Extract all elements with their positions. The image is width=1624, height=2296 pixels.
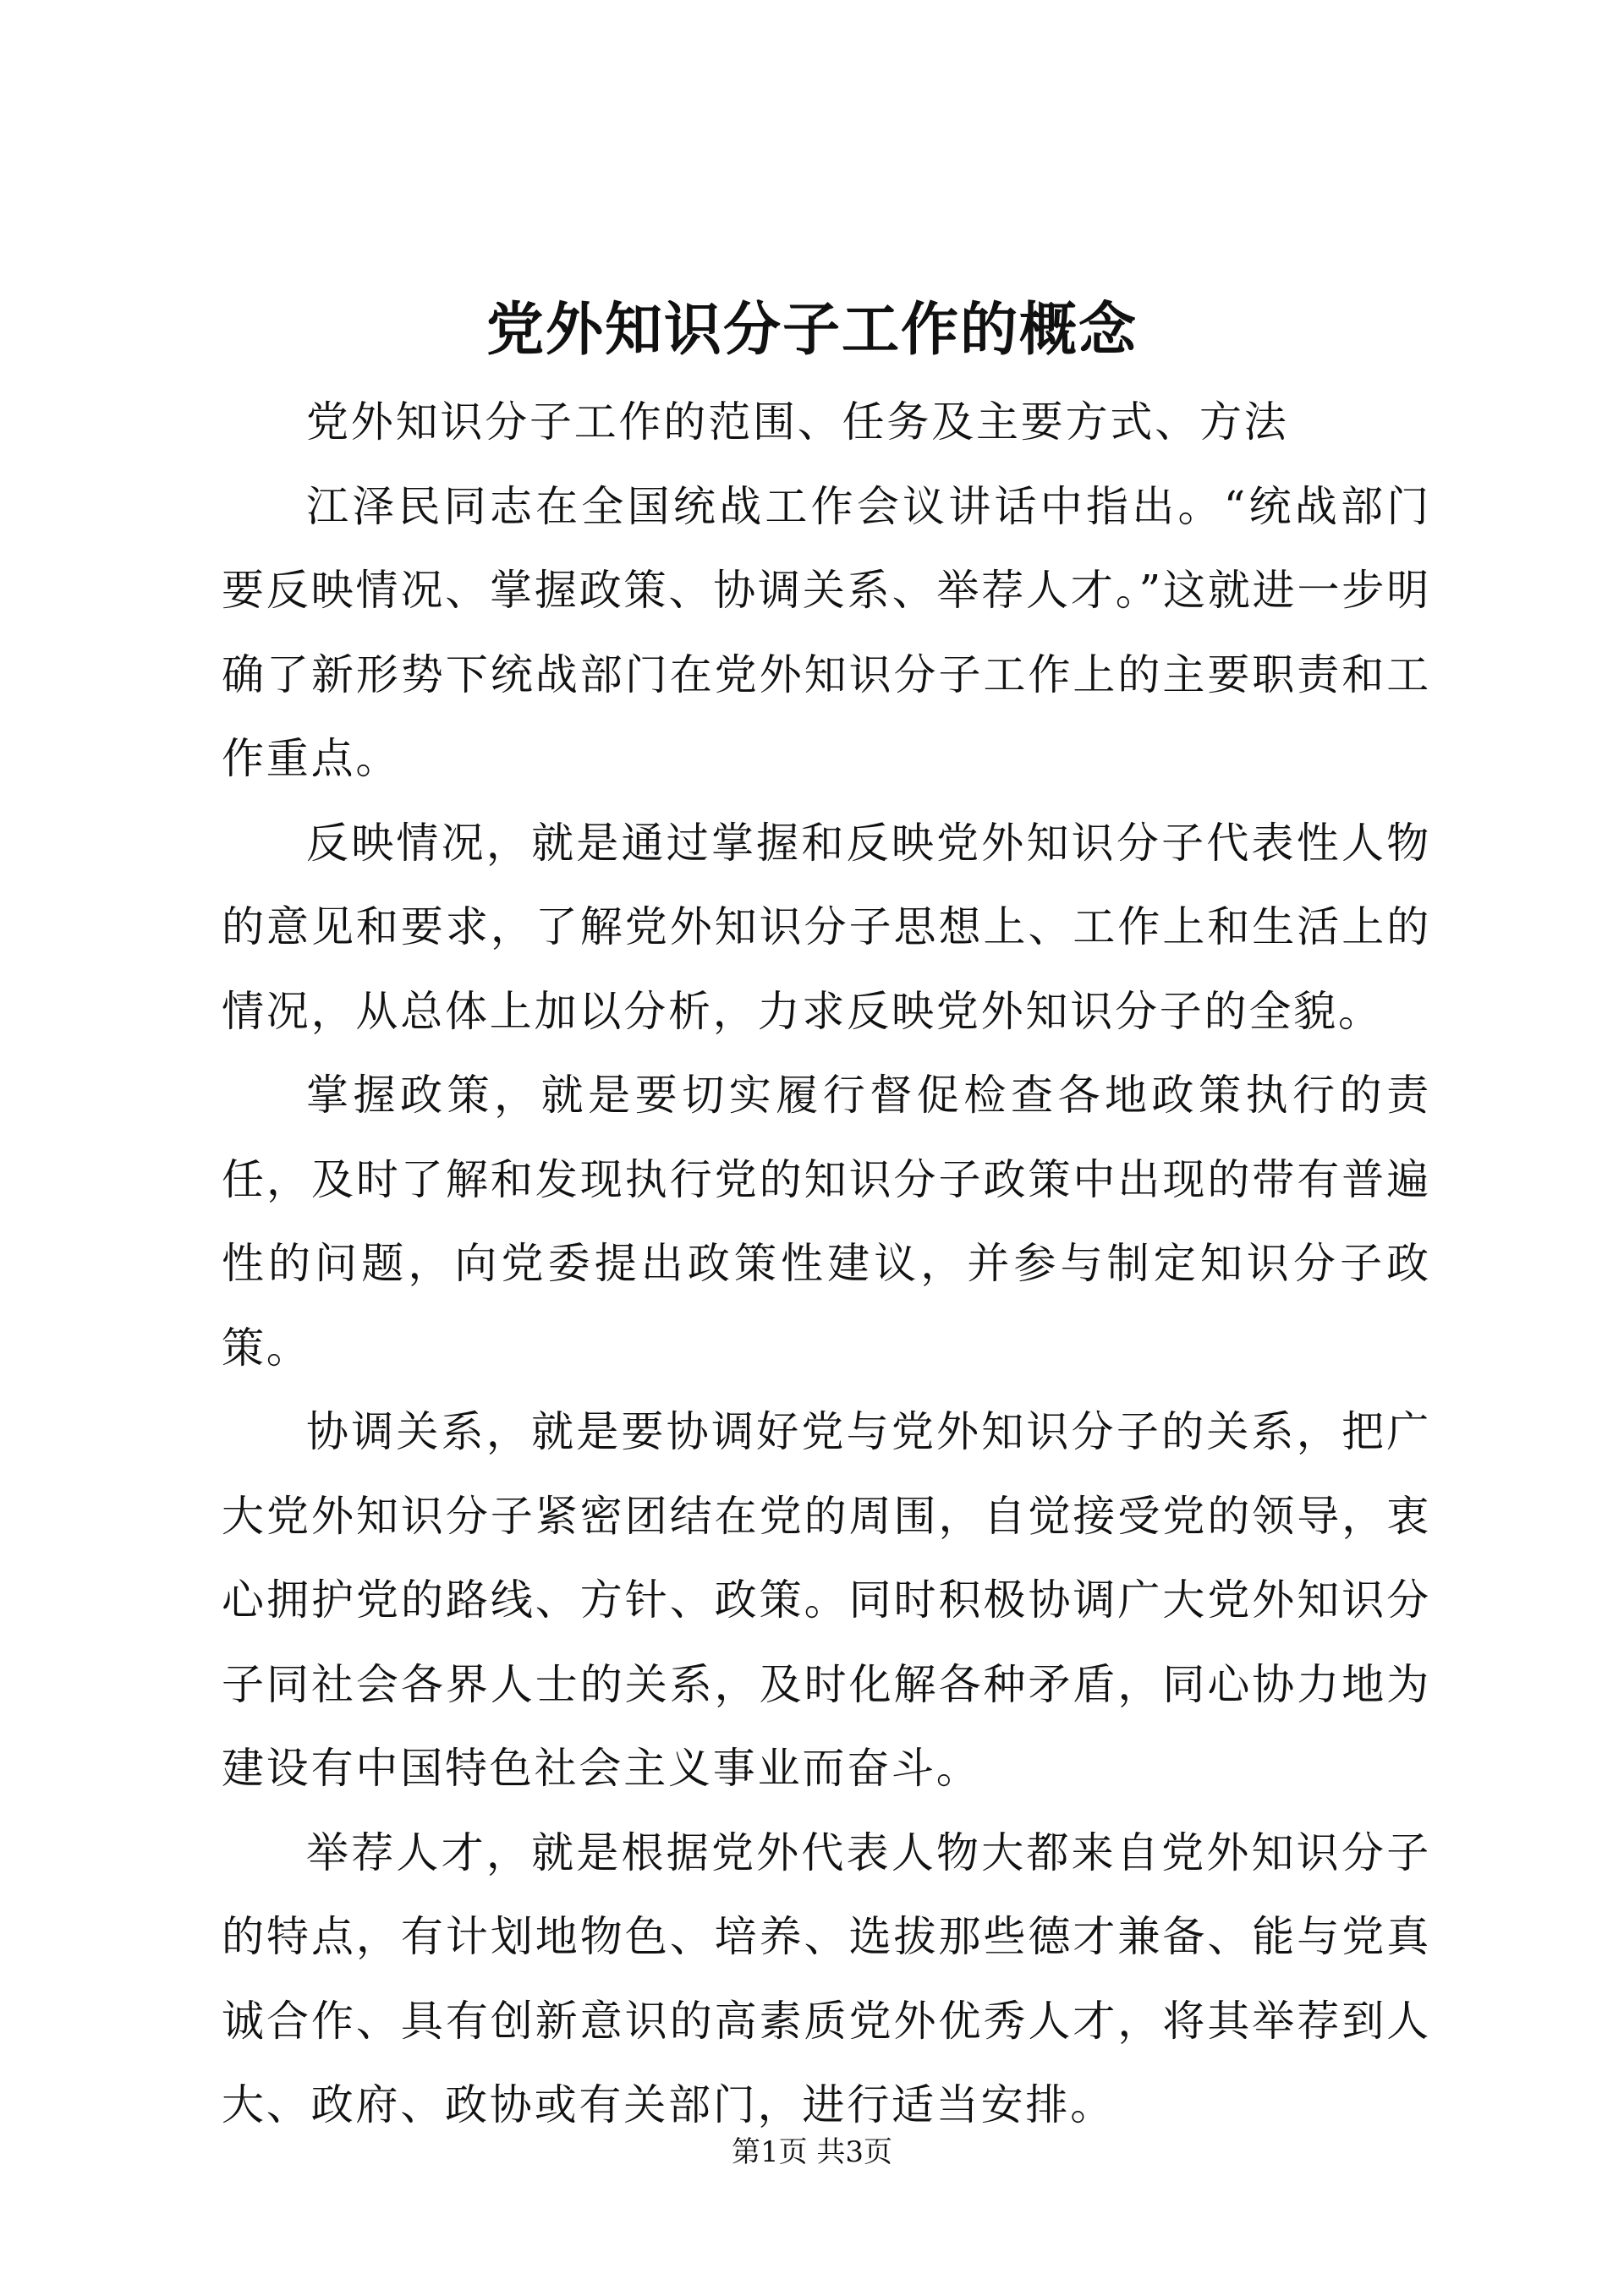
paragraph-master-policy: 掌握政策，就是要切实履行督促检查各地政策执行的责任，及时了解和发现执行党的知识分子政策中出现的带有普遍性的问题，向党委提出政策性建议，并参与制定知识分子政策。 <box>222 1071 1431 1373</box>
document-title: 党外知识分子工作的概念 <box>486 296 1138 364</box>
paragraph-subtitle: 党外知识分子工作的范围、任务及主要方式、方法 <box>306 397 1289 447</box>
paragraph-coordinate-relations: 协调关系，就是要协调好党与党外知识分子的关系，把广大党外知识分子紧密团结在党的周围，自觉接受党的领导，衷心拥护党的路线、方针、政策。同时积极协调广大党外知识分子同社会各界人士的关系，及时化解各种矛盾，同心协力地为建设有中国特色社会主义事业而奋斗。 <box>222 1407 1431 1793</box>
paragraph-reflect-situation: 反映情况，就是通过掌握和反映党外知识分子代表性人物的意见和要求，了解党外知识分子思想上、工作上和生活上的情况，从总体上加以分析，力求反映党外知识分子的全貌。 <box>222 818 1431 1036</box>
paragraph-intro: 江泽民同志在全国统战工作会议讲话中指出。“统战部门要反映情况、掌握政策、协调关系、举荐人才。”这就进一步明确了新形势下统战部门在党外知识分子工作上的主要职责和工作重点。 <box>222 481 1431 783</box>
document-body <box>222 381 1431 2148</box>
paragraph-recommend-talent: 举荐人才，就是根据党外代表人物大都来自党外知识分子的特点，有计划地物色、培养、选拔那些德才兼备、能与党真诚合作、具有创新意识的高素质党外优秀人才，将其举荐到人大、政府、政协或有关部门，进行适当安排。 <box>222 1827 1431 2129</box>
page-number-footer: 第1页 共3页 <box>731 2135 893 2169</box>
